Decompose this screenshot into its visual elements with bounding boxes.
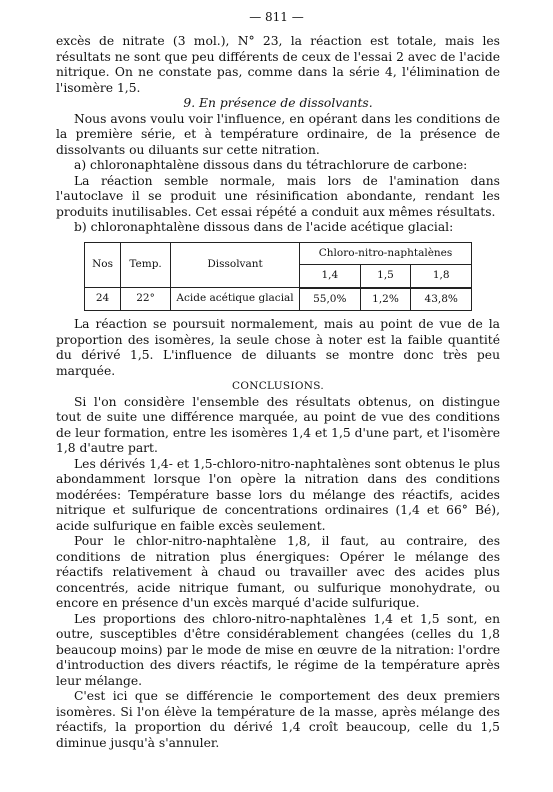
table-header-group: Chloro-nitro-naphtalènes (300, 242, 472, 265)
results-table (84, 242, 472, 312)
body-text (56, 34, 500, 751)
table-subheader-15: 1,5 (360, 265, 411, 288)
section-heading: 9. En présence de dissolvants. (183, 96, 373, 110)
paragraph: b) chloronaphtalène dissous dans de l'acide acétique glacial: (74, 220, 454, 234)
cell-15: 1,2% (360, 288, 411, 311)
paragraph: Les proportions des chloro-nitro-naphtalènes 1,4 et 1,5 sont, en outre, susceptibles d'être considérablement changées (celles du 1,8 beaucoup moins) par le mode de mise en œuvre de la nitration: l'ordre d'introduction des divers réactifs, le régime de la température après leur mélange. (56, 611, 500, 688)
paragraph: Pour le chlor-nitro-naphtalène 1,8, il faut, au contraire, des conditions de nitration plus énergiques: Opérer le mélange des réactifs relativement à chaud ou travailler avec des acides plus concentrés, acide nitrique fumant, ou sulfurique monohydrate, ou encore en présence d'un excès marqué d'acide sulfurique. (56, 534, 500, 610)
paragraph: C'est ici que se différencie le comportement des deux premiers isomères. Si l'on élève la température de la masse, après mélange des réactifs, la proportion du dérivé 1,4 croît beaucoup, celle du 1,5 diminue jusqu'à s'annuler. (56, 689, 500, 750)
table-header-solvent: Dissolvant (171, 242, 300, 288)
conclusions-heading: CONCLUSIONS. (231, 380, 324, 392)
paragraph: excès de nitrate (3 mol.), N° 23, la réaction est totale, mais les résultats ne sont que peu différents de ceux de l'essai 2 avec de l'acide nitrique. On ne constate pas, comme dans la série 4, l'élimination de l'isomère 1,5. (56, 34, 500, 95)
paragraph: La réaction se poursuit normalement, mais au point de vue de la proportion des isomères, la seule chose à noter est la faible quantité du dérivé 1,5. L'influence de diluants se montre donc très peu marquée. (56, 317, 500, 378)
cell-temp: 22° (121, 288, 171, 311)
paragraph: a) chloronaphtalène dissous dans du tétrachlorure de carbone: (74, 158, 468, 172)
table-subheader-14: 1,4 (300, 265, 360, 288)
cell-14: 55,0% (300, 288, 360, 311)
table-header-temp: Temp. (121, 242, 171, 288)
paragraph: Si l'on considère l'ensemble des résultats obtenus, on distingue tout de suite une différence marquée, au point de vue des conditions de leur formation, entre les isomères 1,4 et 1,5 d'une part, et l'isomère 1,8 d'autre part. (56, 394, 500, 455)
page-number: — 811 — (249, 10, 304, 24)
cell-nos: 24 (85, 288, 121, 311)
cell-18: 43,8% (411, 288, 472, 311)
paragraph: La réaction semble normale, mais lors de l'amination dans l'autoclave il se produit une résinification abondante, rendant les produits inutilisables. Cet essai répété a conduit aux mêmes résultats. (56, 173, 500, 219)
table-header-nos: Nos (85, 242, 121, 288)
paragraph: Les dérivés 1,4- et 1,5-chloro-nitro-naphtalènes sont obtenus le plus abondamment lorsque l'on opère la nitration dans des conditions modérées: Température basse lors du mélange des réactifs, acides nitrique et sulfurique de concentrations ordinaires (1,4 et 66° Bé), acide sulfurique en faible excès seulement. (56, 456, 500, 533)
table-subheader-18: 1,8 (411, 265, 472, 288)
paragraph: Nous avons voulu voir l'influence, en opérant dans les conditions de la première série, et à température ordinaire, de la présence de dissolvants ou diluants sur cette nitration. (56, 111, 500, 157)
cell-solvent: Acide acétique glacial (171, 288, 300, 311)
table-row (85, 288, 472, 311)
